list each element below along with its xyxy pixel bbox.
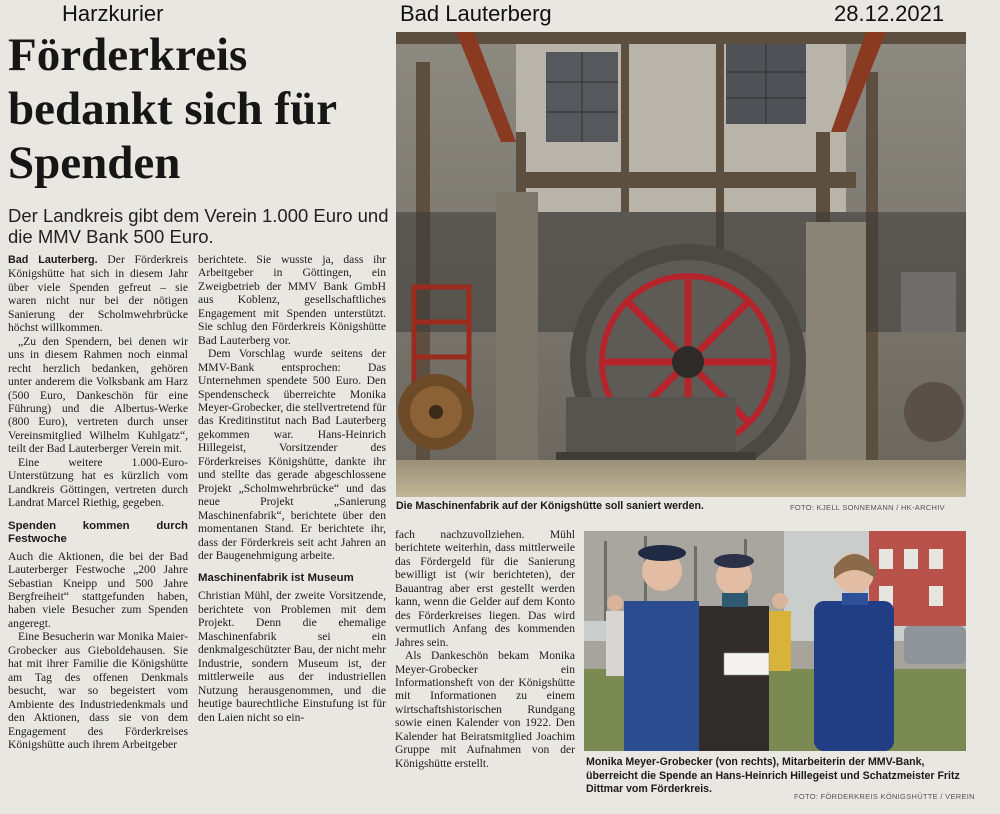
small-photo-credit: FOTO: FÖRDERKREIS KÖNIGSHÜTTE / VEREIN <box>794 792 975 801</box>
paragraph: „Zu den Spendern, bei denen wir uns in diesem Rahmen noch einmal recht herzlich bedanken, gehören unter anderem die Volksbank am Harz (500 Euro, Dankeschön für eine Führung) und die Albertus-Werke (800 Euro), vertreten durch unser Vereinsmitglied Wilhelm Kuhlgatz“, teilt der Bad Lauterberger Verein mit. <box>8 334 188 456</box>
paragraph <box>8 253 188 335</box>
paragraph: Eine Besucherin war Monika Maier-Grobecker aus Gieboldehausen. Sie hat mit ihrer Familie die Königshütte am Tag des offenen Denkmals besucht, war so begeistert vom Ambiente des Industriedenkmals und den Aktionen, dass sie von dem Engagement des Förderkreises Königshütte auch ihrem Arbeitgeber <box>8 630 188 751</box>
donation-handover-photo <box>584 531 966 751</box>
main-photo-credit: FOTO: KJELL SONNEMANN / HK-ARCHIV <box>790 503 945 512</box>
paragraph-text: Der Förderkreis Königshütte hat sich in diesem Jahr über viele Spenden gefreut – sie waren nicht nur bei der nötigen Sanierung der Scholmwehrbrücke höchst willkommen. <box>8 253 188 335</box>
article-headline: Förderkreis bedankt sich für Spenden <box>8 29 337 189</box>
paragraph: Dem Vorschlag wurde seitens der MMV-Bank entsprochen: Das Unternehmen spendete 500 Euro. Den Spendenscheck überreichte Monika Meyer-Grobecker, die stellvertretend für das Kreditinstitut nach Bad Lauterberg gekommen war. Hans-Heinrich Hillegeist, Vorsitzender des Förderkreises Königshütte, dankte ihr und stellte das gerade abgeschlossene Projekt „Scholmwehrbrücke“ und das neue Projekt „Sanierung Maschinenfabrik“, berichtete über den momentanen Stand. Er berichtete ihr, dass der Förderkreis seit acht Jahren an der Baugenehmigung arbeite. <box>198 347 386 562</box>
machine-factory-illustration <box>396 32 966 497</box>
paragraph: Auch die Aktionen, die bei der Bad Lauterberger Festwoche „200 Jahre Sebastian Kneipp und 500 Jahre Bergfreiheit“ stattgefunden haben, haben viele Besucher zum Spenden angeregt. <box>8 549 188 630</box>
small-photo-caption: Monika Meyer-Grobecker (von rechts), Mitarbeiterin der MMV-Bank, überreicht die Spende an Hans-Heinrich Hillegeist und Schatzmeister Fritz Dittmar vom Förderkreis. <box>586 756 960 795</box>
section-heading: Maschinenfabrik ist Museum <box>198 572 354 585</box>
paragraph: Als Dankeschön bekam Monika Meyer-Grobecker ein Informationsheft von der Königshütte mit Informationen zu einem wirtschaftshistorischen Rundgang sowie einen Kalender von 1922. Den Kalender hat Beiratsmitglied Joachim Gruppe mit Aufnahmen von der Königshütte erstellt. <box>395 649 575 770</box>
dateline-lead: Bad Lauterberg. <box>8 254 98 266</box>
article-subtitle: Der Landkreis gibt dem Verein 1.000 Euro und die MMV Bank 500 Euro. <box>8 205 389 247</box>
dateline-place: Bad Lauterberg <box>400 1 552 26</box>
machine-factory-photo <box>396 32 966 497</box>
main-photo-caption: Die Maschinenfabrik auf der Königshütte soll saniert werden. <box>396 500 704 512</box>
article-column-1 <box>8 253 188 808</box>
article-column-3 <box>395 528 575 810</box>
paragraph: berichtete. Sie wusste ja, dass ihr Arbeitgeber in Göttingen, ein Zweigbetrieb der MMV Bank GmbH aus Koblenz, gesellschaftliches Engagement mit Spenden unterstützt. Sie schlug den Förderkreis Königshütte Bad Lauterberg vor. <box>198 253 386 347</box>
donation-handover-illustration <box>584 531 966 751</box>
article-column-2 <box>198 253 386 808</box>
section-heading: Spenden kommen durch Festwoche <box>8 519 188 545</box>
paragraph: Christian Mühl, der zweite Vorsitzende, berichtete von Problemen mit dem Projekt. Denn die ehemalige Maschinenfabrik sei ein denkmalgeschützter Bau, der nicht mehr Industrie, sondern Museum ist, der mittlerweile aus der industriellen Nutzung herausgenommen, und die heutige baurechtliche Einstufung ist für den Laien nicht so ein- <box>198 589 386 724</box>
paragraph: fach nachzuvollziehen. Mühl berichtete weiterhin, dass mittlerweile das Fördergeld für die Sanierung bewilligt ist (wir berichteten), der Bauantrag aber erst gestellt werden kann, wenn die Gelder auf dem Konto des Förderkreises liegen. Das wird vermutlich Anfang des kommenden Jahres sein. <box>395 528 575 649</box>
publication-name: Harzkurier <box>62 1 164 26</box>
paragraph: Eine weitere 1.000-Euro-Unterstützung hat es kürzlich vom Landkreis Göttingen, vertreten durch Landrat Marcel Riethig, gegeben. <box>8 455 188 510</box>
publication-date: 28.12.2021 <box>834 1 945 26</box>
